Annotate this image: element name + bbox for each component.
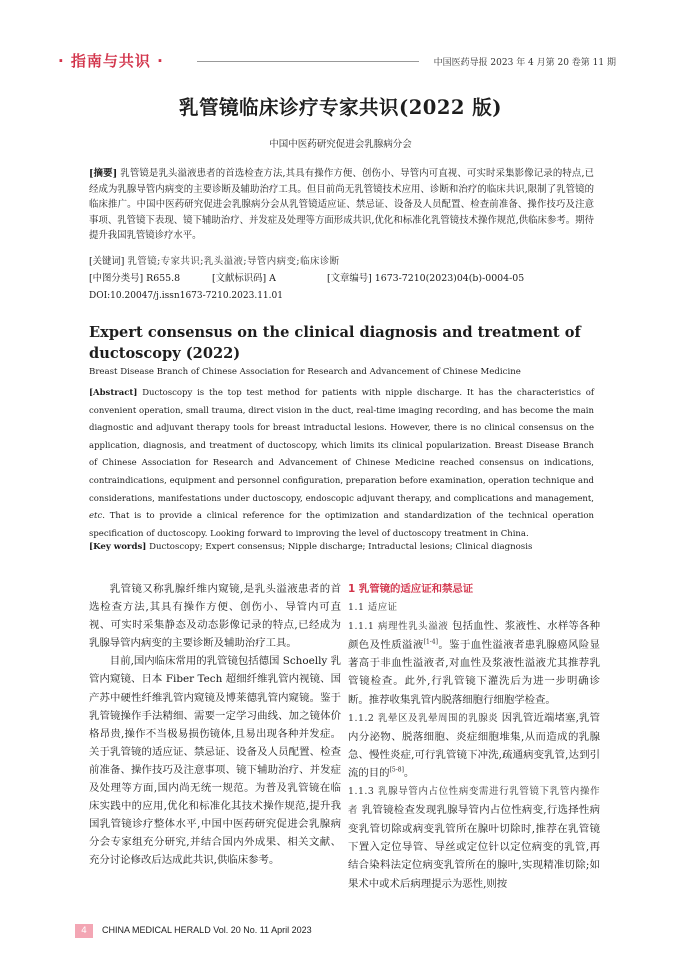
document-code: [文献标识码] A	[211, 273, 276, 284]
abstract-english-label: [Abstract]	[89, 388, 138, 398]
title-english: Expert consensus on the clinical diagnosis and treatment of ductoscopy (2022)	[89, 324, 581, 362]
subsection-heading	[348, 598, 600, 617]
page-number: 4	[75, 924, 93, 938]
abstract-english-text: Ductoscopy is the top test method for patients with nipple discharge. It has the characteristics of convenient operation, small trauma, direct vision in the duct, real-time imaging recording, and has become the main diagnostic and adjuvant therapy tools for breast intraductal lesions. However, there is no clinical consensus on the application, diagnosis, and treatment of ductoscopy, which limits its clinical popularization. Breast Disease Branch of Chinese Association for Research and Advancement of Chinese Medicine reached consensus on indications, contraindications, equipment and personnel configuration, preparation before examination, operation technique and considerations, manifestations under ductoscopy, endoscopic adjuvant therapy, and complications and management,	[89, 388, 594, 504]
paragraph-heading: 1.1.3 乳腺导管内占位性病变需进行乳管镜下乳管内操作者	[348, 786, 600, 817]
classification-line	[89, 272, 524, 286]
header-divider	[197, 61, 419, 62]
body-paragraph: 乳管镜又称乳腺纤维内窥镜,是乳头溢液患者的首选检查方法,其具有操作方便、创伤小、导管内可直视、可实时采集静态及动态影像记录的特点,已经成为乳腺导管内病变的主要诊断及辅助治疗工具。	[89, 583, 341, 650]
paragraph-text: 。	[403, 766, 415, 779]
paragraph-text: 包括血性、浆液性、水样等各种颜色及性质溢液	[348, 620, 600, 652]
body-paragraph	[348, 617, 600, 708]
body-paragraph	[348, 709, 600, 782]
paragraph-heading: 1.1.2 乳晕区及乳晕周围的乳腺炎	[348, 712, 499, 724]
clc-number: [中图分类号] R655.8	[89, 273, 181, 284]
keywords-chinese-text: 乳管镜;专家共识;乳头溢液;导管内病变;临床诊断	[127, 256, 340, 267]
abstract-chinese-label: [摘要]	[89, 168, 118, 179]
subsection-heading-text: 1.1 适应证	[348, 602, 398, 614]
paragraph-text: 。鉴于血性溢液者患乳腺癌风险显著高于非血性溢液者,对血性及浆液性溢液尤其推荐乳管镜检查。此外,行乳管镜下灌洗后为进一步明确诊断。推荐收集乳管内脱落细胞行细胞学检查。	[348, 639, 601, 706]
keywords-chinese-label: [关键词]	[89, 256, 125, 267]
journal-info: 中国医药导报 2023 年 4 月第 20 卷第 11 期	[433, 58, 616, 68]
author-english: Breast Disease Branch of Chinese Association for Research and Advancement of Chinese Medicine	[89, 367, 521, 377]
title-chinese: 乳管镜临床诊疗专家共识(2022 版)	[178, 96, 502, 119]
body-paragraph	[348, 782, 600, 893]
keywords-english	[89, 542, 532, 552]
section-heading: 1 乳管镜的适应证和禁忌证	[348, 583, 474, 595]
citation: [1-4]	[423, 638, 438, 646]
abstract-english	[89, 385, 594, 543]
section-tag: · 指南与共识 ·	[58, 52, 164, 70]
body-column-right	[348, 580, 600, 893]
doi: DOI:10.20047/j.issn1673-7210.2023.11.01	[89, 291, 283, 301]
paragraph-heading: 1.1.1 病理性乳头溢液	[348, 621, 449, 633]
keywords-english-label: [Key words]	[89, 542, 147, 552]
abstract-english-etc: etc	[89, 511, 103, 522]
paragraph-text: 因乳管近端堵塞,乳管内分泌物、脱落细胞、炎症细胞堆集,从而造成的乳腺急、慢性炎症,可行乳管镜下冲洗,疏通病变乳管,达到引流的目的	[348, 711, 600, 779]
keywords-english-text: Ductoscopy; Expert consensus; Nipple discharge; Intraductal lesions; Clinical diagnosis	[149, 542, 533, 552]
keywords-chinese	[89, 255, 340, 269]
body-paragraph: 目前,国内临床常用的乳管镜包括德国 Schoelly 乳管内窥镜、日本 Fiber Tech 超细纤维乳管内视镜、国产苏中硬性纤维乳管内窥镜及博莱德乳管内窥镜。鉴于乳管镜操作手法精细、需要一定学习曲线、加之镜体价格昂贵,操作不当极易损伤镜体,且易出现各种并发症。关于乳管镜的适应证、禁忌证、设备及人员配置、检查前准备、操作技巧及注意事项、镜下辅助治疗、并发症及处理等方面,国内尚无统一规范。为普及乳管镜在临床实践中的应用,优化和标准化其技术操作规范,提升我国乳管镜诊疗整体水平,中国中医药研究促进会乳腺病分会专家组充分研究,并结合国内外成果、相关文献、充分讨论修改后达成此共识,供临床参考。	[89, 655, 341, 867]
body-column-left	[89, 580, 341, 870]
author-chinese: 中国中医药研究促进会乳腺病分会	[269, 139, 412, 150]
footer-journal: CHINA MEDICAL HERALD Vol. 20 No. 11 April 2023	[102, 925, 312, 935]
citation: [5-8]	[389, 766, 404, 774]
abstract-chinese-text: 乳管镜是乳头溢液患者的首选检查方法,其具有操作方便、创伤小、导管内可直视、可实时采集影像记录的特点,已经成为乳腺导管内病变的主要诊断及辅助治疗工具。但目前尚无乳管镜技术应用、诊断和治疗的临床共识,限制了乳管镜的临床推广。中国中医药研究促进会乳腺病分会从乳管镜适应证、禁忌证、设备及人员配置、检查前准备、操作技巧及注意事项、乳管镜下表现、镜下辅助治疗、并发症及处理等方面形成共识,优化和标准化乳管镜技术操作规范,供临床参考。期待提升我国乳管镜诊疗水平。	[89, 168, 594, 241]
abstract-english-text-end: . That is to provide a clinical reference for the optimization and standardization of the technical operation specification of ductoscopy. Looking forward to improving the level of ductoscopy treatment in China.	[89, 511, 594, 539]
paragraph-text: 乳管镜检查发现乳腺导管内占位性病变,行选择性病变乳管切除或病变乳管所在腺叶切除时,推荐在乳管镜下置入定位导管、导丝或定位针以定位病变的乳管,再结合染料法定位病变乳管所在的腺叶,实现精准切除;如果术中或术后病理提示为恶性,则按	[348, 804, 600, 890]
abstract-chinese	[89, 166, 594, 244]
article-number: [文章编号] 1673-7210(2023)04(b)-0004-05	[326, 273, 525, 284]
